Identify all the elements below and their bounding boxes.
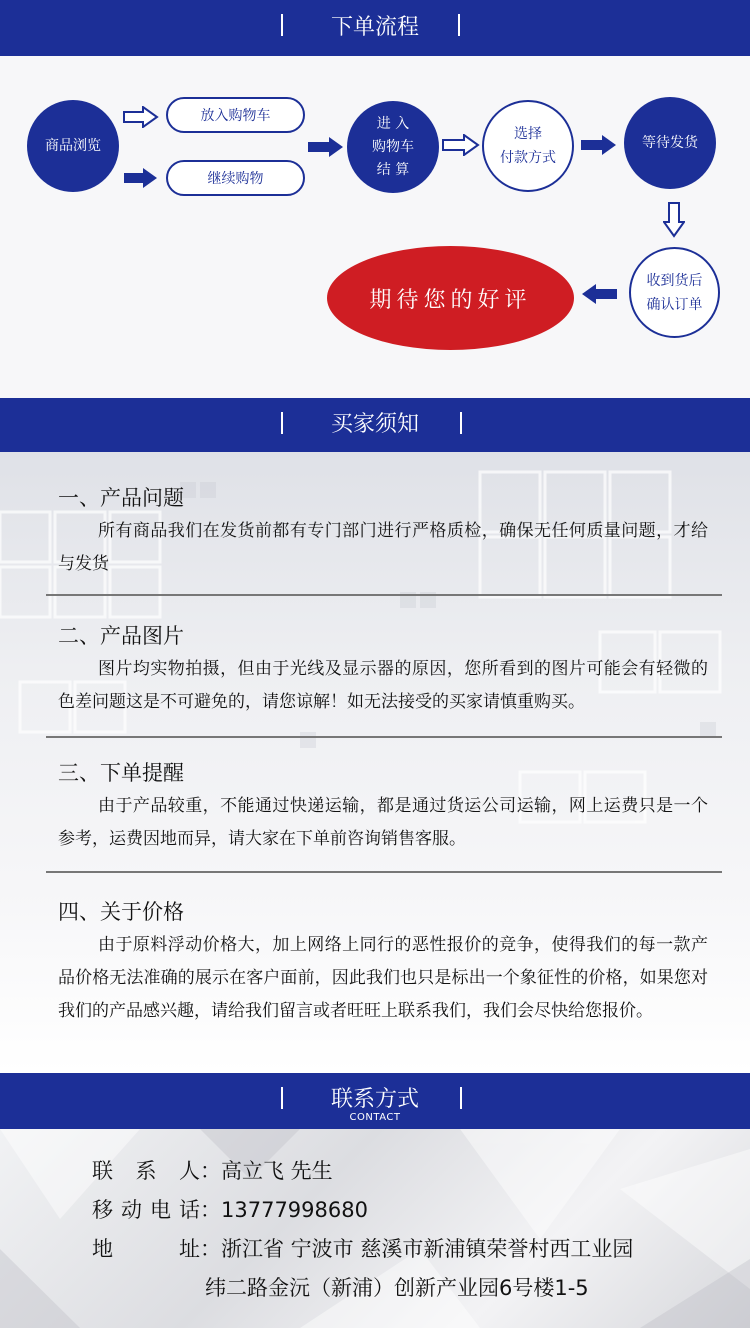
step-payment (482, 100, 574, 192)
order-flow-diagram (0, 56, 750, 398)
step-browse (27, 100, 119, 192)
outline-arrow-right-icon (442, 134, 480, 156)
notice-heading: 三、下单提醒 (58, 761, 184, 785)
add-to-cart-pill (166, 97, 305, 133)
step-browse-label: 商品浏览 (45, 138, 101, 154)
review-text: 期待您的好评 (369, 287, 532, 313)
step-checkout-line3: 结 算 (376, 161, 410, 178)
contact-address-row2 (205, 1272, 589, 1302)
contact-section (0, 1129, 750, 1328)
contact-address-line1: 浙江省 宁波市 慈溪市新浦镇荣誉村西工业园 (221, 1237, 634, 1261)
step-await-shipping-label: 等待发货 (642, 135, 698, 151)
order-flow-banner (0, 0, 750, 56)
contact-phone-row (92, 1194, 368, 1224)
notice-heading: 二、产品图片 (58, 624, 184, 648)
arrow-right-icon (123, 167, 159, 189)
colon: ： (200, 1159, 221, 1183)
step-checkout-line1: 进 入 (376, 115, 410, 132)
arrow-left-icon (580, 283, 618, 305)
notice-item (58, 621, 708, 719)
contact-address-line2: 纬二路金沅（新浦）创新产业园6号楼1-5 (205, 1276, 589, 1300)
banner-divider-right (458, 14, 460, 36)
step-confirm-line2: 确认订单 (646, 296, 703, 313)
arrow-right-icon (307, 136, 345, 158)
continue-shopping-pill (166, 160, 305, 196)
step-confirm-line1: 收到货后 (646, 272, 703, 289)
notice-text: 图片均实物拍摄，但由于光线及显示器的原因，您所看到的图片可能会有轻微的色差问题这是不可避免的，请您谅解！如无法接受的买家请慎重购买。 (58, 659, 708, 712)
contact-address-label: 地址 (92, 1237, 200, 1261)
contact-person-row (92, 1155, 333, 1185)
contact-person-value: 高立飞 先生 (221, 1159, 333, 1183)
step-confirm-order (629, 247, 720, 338)
banner-divider-right (460, 1087, 462, 1109)
step-payment-line1: 选择 (514, 126, 542, 142)
colon: ： (200, 1198, 221, 1222)
notice-text: 所有商品我们在发货前都有专门部门进行严格质检，确保无任何质量问题，才给与发货 (58, 521, 708, 574)
colon: ： (200, 1237, 221, 1261)
section-divider (46, 736, 722, 738)
contact-phone-label: 移动电话 (92, 1198, 200, 1222)
arrow-right-icon (580, 134, 618, 156)
contact-phone-value: 13777998680 (221, 1198, 368, 1222)
notice-heading: 四、关于价格 (58, 900, 184, 924)
outline-arrow-right-icon (123, 106, 159, 128)
contact-address-row (92, 1233, 633, 1263)
continue-shopping-label: 继续购物 (207, 171, 264, 187)
add-to-cart-label: 放入购物车 (200, 108, 271, 124)
step-await-shipping (624, 97, 716, 189)
outline-arrow-down-icon (663, 202, 685, 238)
review-oval (327, 246, 574, 350)
section-divider (46, 594, 722, 596)
order-flow-title: 下单流程 (330, 15, 419, 40)
buyer-notice-title: 买家须知 (330, 412, 419, 437)
notice-text: 由于原料浮动价格大，加上网络上同行的恶性报价的竞争，使得我们的每一款产品价格无法准确的展示在客户面前，因此我们也只是标出一个象征性的价格，如果您对我们的产品感兴趣，请给我们留言或者旺旺上联系我们，我们会尽快给您报价。 (58, 935, 708, 1021)
contact-title: 联系方式 (330, 1087, 419, 1112)
notice-item (58, 897, 708, 1028)
step-checkout-line2: 购物车 (372, 138, 414, 155)
notice-heading: 一、产品问题 (58, 486, 184, 510)
step-checkout (347, 101, 439, 193)
banner-divider-right (460, 412, 462, 434)
notice-text: 由于产品较重，不能通过快递运输，都是通过货运公司运输，网上运费只是一个参考，运费因地而异，请大家在下单前咨询销售客服。 (58, 796, 708, 849)
contact-person-label: 联系人 (92, 1159, 200, 1183)
step-payment-line2: 付款方式 (500, 150, 556, 166)
contact-banner (0, 1073, 750, 1129)
notice-item (58, 483, 708, 581)
buyer-notice-banner (0, 398, 750, 452)
buyer-notice-section (0, 452, 750, 1073)
contact-subtitle: CONTACT (349, 1112, 401, 1123)
notice-item (58, 758, 708, 856)
section-divider (46, 871, 722, 873)
